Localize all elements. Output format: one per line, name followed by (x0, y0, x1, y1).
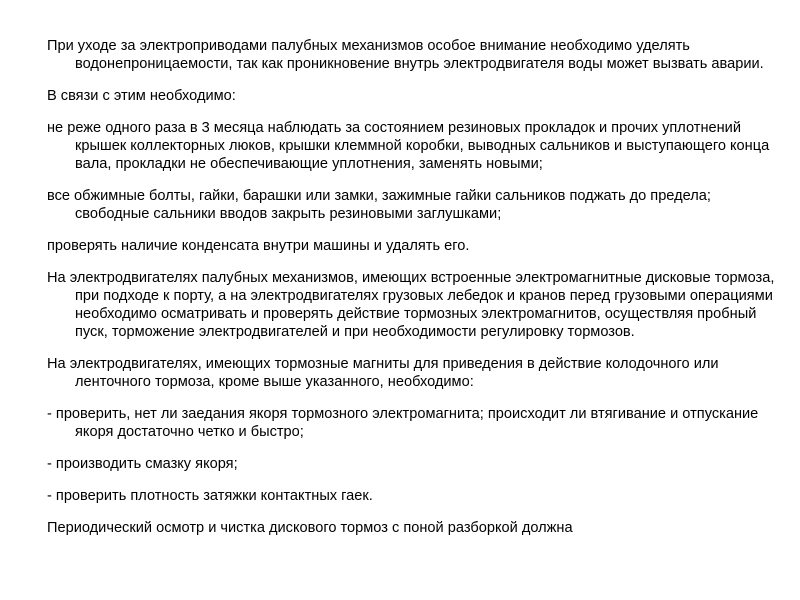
paragraph-brake-magnets: На электродвигателях, имеющих тормозные магниты для приведения в действие колодочного или ленточного тормоза, кроме выше указанного, необходимо: (47, 356, 719, 390)
paragraph-disc-brakes: На электродвигателях палубных механизмов, имеющих встроенные электромагнитные дисковые тормоза, при подходе к порту, а на электродвигателях грузовых лебедок и кранов перед грузовыми операциями необходимо осматривать и проверять действие тормозных электромагнитов, осуществляя пробный пуск, торможение электродвигателей и при необходимости регулировку тормозов. (47, 270, 775, 340)
paragraph-intro: При уходе за электроприводами палубных механизмов особое внимание необходимо уделять водонепроницаемости, так как проникновение внутрь электродвигателя воды может вызвать аварии. (47, 38, 764, 72)
list-item-check-armature: - проверить, нет ли заедания якоря тормозного электромагнита; происходит ли втягивание и отпускание якоря достаточно четко и быстро; (47, 406, 759, 440)
paragraph-gaskets: не реже одного раза в 3 месяца наблюдать за состоянием резиновых прокладок и прочих уплотнений крышек коллекторных люков, крышки клеммной коробки, выводных сальников и выступающего конца вала, прокладки не обеспечивающие уплотнения, заменять новыми; (47, 120, 770, 172)
paragraph-lead-in: В связи с этим необходимо: (47, 88, 236, 104)
paragraph-periodic-inspection: Периодический осмотр и чистка дискового тормоз с поной разборкой должна (47, 520, 573, 536)
list-item-lubricate: - производить смазку якоря; (47, 456, 238, 472)
document-body (47, 37, 777, 551)
paragraph-bolts: все обжимные болты, гайки, барашки или замки, зажимные гайки сальников поджать до предела; свободные сальники вводов закрыть резиновыми заглушками; (47, 188, 711, 222)
list-item-contact-nuts: - проверить плотность затяжки контактных гаек. (47, 488, 373, 504)
paragraph-condensate: проверять наличие конденсата внутри машины и удалять его. (47, 238, 470, 254)
